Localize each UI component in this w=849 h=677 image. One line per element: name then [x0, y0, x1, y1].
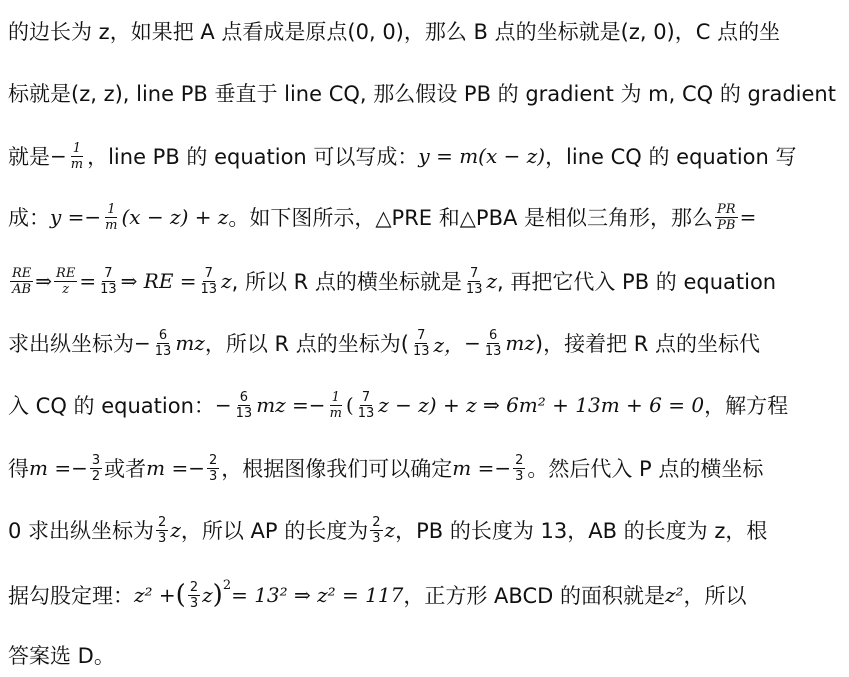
fraction-denominator: AB: [12, 281, 32, 297]
fraction-numerator: 3: [91, 452, 101, 468]
fraction-denominator: 13: [235, 405, 253, 421]
line-text: 或者: [104, 457, 147, 481]
fraction-denominator: 3: [189, 595, 199, 611]
math-text: mz: [505, 331, 535, 355]
fraction-numerator: PR: [717, 201, 736, 217]
fraction-numerator: 7: [361, 389, 371, 405]
fraction: [483, 329, 504, 358]
minus-sign: −: [214, 393, 232, 417]
fraction-numerator: 1: [72, 140, 82, 156]
fraction-denominator: 13: [100, 281, 117, 297]
fraction: [207, 454, 219, 483]
line-text: 。然后代入 P 点的横坐标: [527, 457, 764, 481]
fraction-denominator: 3: [158, 530, 167, 546]
fraction-denominator: m: [329, 405, 342, 421]
fraction-denominator: 3: [208, 468, 218, 484]
fraction-numerator: 2: [158, 514, 167, 530]
text-line-2: [8, 74, 841, 112]
equation: y = m(x − z): [418, 144, 546, 168]
fraction-numerator: 2: [208, 452, 218, 468]
minus-sign: −: [134, 331, 151, 355]
math-text: z: [170, 518, 181, 542]
math-text: m =−: [146, 456, 205, 480]
math-text: z，: [433, 332, 465, 357]
math-text: mz =−: [256, 393, 326, 417]
equals-sign: =: [739, 205, 757, 229]
math-text: ⇒ RE =: [120, 269, 197, 293]
fraction-denominator: m: [105, 217, 118, 233]
text-line-7: [8, 386, 841, 424]
line-text: ，所以: [683, 584, 747, 608]
text-line-5: [8, 262, 841, 300]
fraction: [411, 329, 432, 358]
fraction-numerator: 6: [488, 327, 498, 343]
fraction-denominator: z: [62, 281, 70, 297]
line-text: ，line PB 的 equation 可以写成：: [87, 145, 419, 169]
fraction-denominator: PB: [717, 217, 736, 233]
fraction: [54, 267, 77, 296]
fraction: [69, 142, 85, 171]
fraction-numerator: RE: [12, 265, 32, 281]
fraction: [90, 454, 102, 483]
math-text: =: [79, 269, 97, 293]
line-text: ，line CQ 的 equation 写: [545, 145, 797, 169]
minus-sign: −: [464, 331, 481, 355]
fraction: [370, 516, 382, 545]
line-text: ，所以 AP 的长度为: [180, 519, 369, 543]
line-text: 就是: [8, 145, 50, 169]
fraction-numerator: 7: [204, 265, 213, 281]
equation: (x − z) + z: [121, 205, 229, 229]
line-text: 。如下图所示，△PRE 和△PBA 是相似三角形，那么: [228, 206, 714, 230]
line-text: ，根据图像我们可以确定: [221, 457, 453, 481]
fraction: [464, 267, 485, 296]
fraction: [234, 391, 255, 420]
line-text: 得: [8, 457, 29, 481]
line-text: 成：: [8, 206, 50, 230]
math-text: mz: [175, 331, 205, 355]
fraction-numerator: 7: [417, 327, 426, 343]
fraction-numerator: 2: [189, 579, 199, 595]
fraction-numerator: 1: [331, 389, 340, 405]
fraction-numerator: 1: [107, 201, 116, 217]
fraction: [153, 329, 174, 358]
fraction-numerator: 2: [372, 514, 381, 530]
fraction: [10, 267, 33, 296]
fraction: [715, 203, 738, 232]
line-text: ，正方形 ABCD 的面积就是: [403, 584, 665, 608]
line-text: ，PB 的长度为 13，AB 的长度为 z，根: [395, 519, 768, 543]
fraction-denominator: 3: [515, 468, 524, 484]
text-line-6: [8, 324, 841, 362]
fraction: [156, 516, 168, 545]
line-text: ，解方程: [704, 394, 789, 418]
fraction-denominator: 2: [91, 468, 101, 484]
fraction: [188, 581, 200, 610]
text-line-10: [8, 576, 841, 614]
math-text: z: [221, 269, 232, 293]
equation: = 13² ⇒ z² = 117: [231, 583, 404, 607]
fraction-numerator: 7: [470, 265, 479, 281]
line-text: 求出纵坐标为: [8, 332, 134, 356]
fraction-denominator: 13: [465, 281, 483, 297]
math-text: m =−: [29, 456, 88, 480]
line-text: ，所以 R 点的坐标为(: [204, 332, 409, 356]
fraction-denominator: 13: [412, 343, 430, 359]
fraction-numerator: 6: [158, 327, 168, 343]
exponent: 2: [222, 578, 232, 593]
fraction: [199, 267, 220, 296]
math-text: z² +: [134, 583, 176, 607]
line-text: 标就是(z, z), line PB 垂直于 line CQ, 那么假设 PB 的 gradient 为 m, CQ 的 gradient: [8, 82, 836, 106]
line-text: , 所以 R 点的横坐标就是: [231, 270, 462, 294]
text-line-3: [8, 137, 841, 175]
math-text: ⇒: [35, 269, 53, 293]
text-line-9: [8, 511, 841, 549]
line-text: 0 求出纵坐标为: [8, 519, 155, 543]
line-text: 据勾股定理：: [8, 584, 134, 608]
math-text: m =−: [452, 456, 512, 480]
fraction-numerator: RE: [56, 265, 76, 281]
line-text: 答案选 D。: [8, 644, 115, 668]
paren: (: [345, 393, 354, 417]
fraction-denominator: 13: [357, 405, 375, 421]
right-paren: ): [212, 580, 223, 610]
fraction-numerator: 7: [104, 265, 113, 281]
line-text: 的边长为 z，如果把 A 点看成是原点(0, 0)，那么 B 点的坐标就是(z, 0)，C 点的坐: [8, 20, 781, 44]
math-text: z: [486, 269, 498, 293]
fraction: [513, 454, 525, 483]
text-line-11: [8, 636, 841, 674]
text-line-8: [8, 449, 841, 487]
fraction-denominator: 3: [372, 530, 381, 546]
line-text: )，接着把 R 点的坐标代: [534, 332, 761, 356]
math-text: z: [202, 583, 213, 607]
math-text: z: [384, 518, 396, 542]
text-line-1: [8, 12, 841, 50]
fraction-denominator: 13: [200, 281, 218, 297]
fraction-denominator: m: [70, 156, 84, 172]
fraction: [328, 391, 344, 420]
left-paren: (: [175, 580, 186, 610]
math-text: z²: [664, 583, 684, 607]
line-text: , 再把它代入 PB 的 equation: [497, 270, 777, 294]
fraction: [356, 391, 377, 420]
fraction-denominator: 13: [484, 343, 502, 359]
equation: y =−: [50, 205, 102, 229]
minus-sign: −: [50, 144, 67, 168]
equation: z − z) + z ⇒ 6m² + 13m + 6 = 0: [378, 393, 705, 417]
text-line-4: [8, 198, 841, 236]
fraction-denominator: 13: [154, 343, 172, 359]
line-text: 入 CQ 的 equation：: [8, 394, 215, 418]
fraction: [103, 203, 119, 232]
fraction: [98, 267, 119, 296]
fraction-numerator: 6: [239, 389, 249, 405]
fraction-numerator: 2: [515, 452, 524, 468]
